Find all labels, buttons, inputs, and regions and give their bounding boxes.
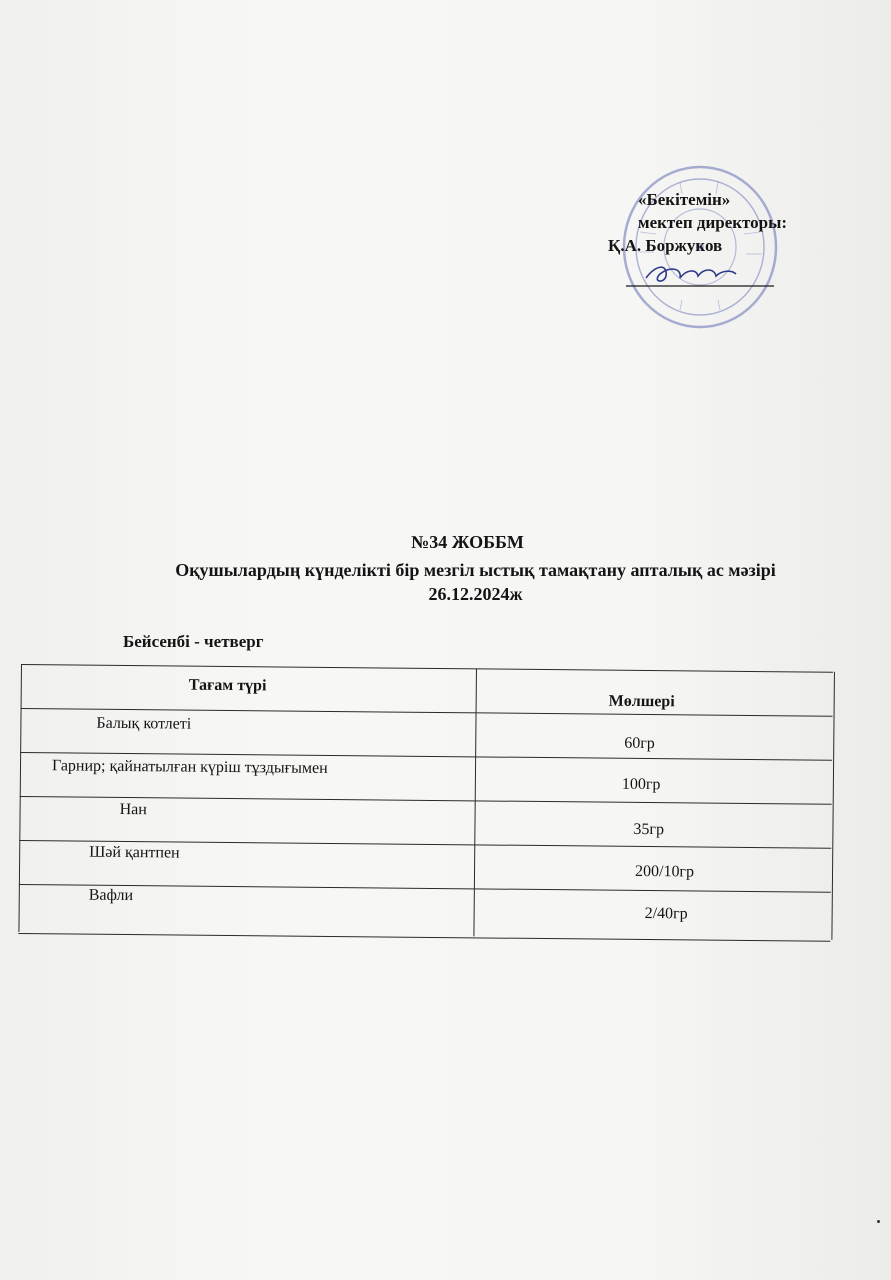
approval-name: Қ.А. Боржуков xyxy=(608,236,723,255)
dish-amount: 200/10гр xyxy=(634,862,695,881)
dish-name: Нан xyxy=(119,800,147,819)
signature xyxy=(626,258,776,292)
dish-amount: 35гр xyxy=(633,820,665,839)
school-title: №34 ЖОББМ xyxy=(411,532,524,552)
menu-date: 26.12.2024ж xyxy=(428,584,523,604)
menu-subtitle: Оқушылардың күнделікті бір мезгіл ыстық тамақтану апталық ас мәзірі xyxy=(175,560,776,580)
scan-speck xyxy=(877,1220,880,1223)
approval-position: мектеп директоры: xyxy=(638,213,788,232)
column-header-amount: Мөлшері xyxy=(608,692,675,711)
table-row xyxy=(18,884,830,942)
approval-block xyxy=(608,188,848,257)
dish-amount: 100гр xyxy=(621,775,661,794)
menu-table xyxy=(18,664,833,948)
dish-name: Гарнир; қайнатылған күріш тұздығымен xyxy=(51,757,328,777)
dish-amount: 60гр xyxy=(624,734,655,753)
dish-amount: 2/40гр xyxy=(644,904,688,923)
column-header-dish: Тағам түрі xyxy=(188,676,267,695)
dish-name: Вафли xyxy=(88,886,134,905)
approval-title: «Бекітемін» xyxy=(638,190,731,209)
dish-name: Балық котлеті xyxy=(96,714,192,733)
weekday-label: Бейсенбі - четверг xyxy=(123,632,264,651)
dish-name: Шәй қантпен xyxy=(89,843,180,862)
